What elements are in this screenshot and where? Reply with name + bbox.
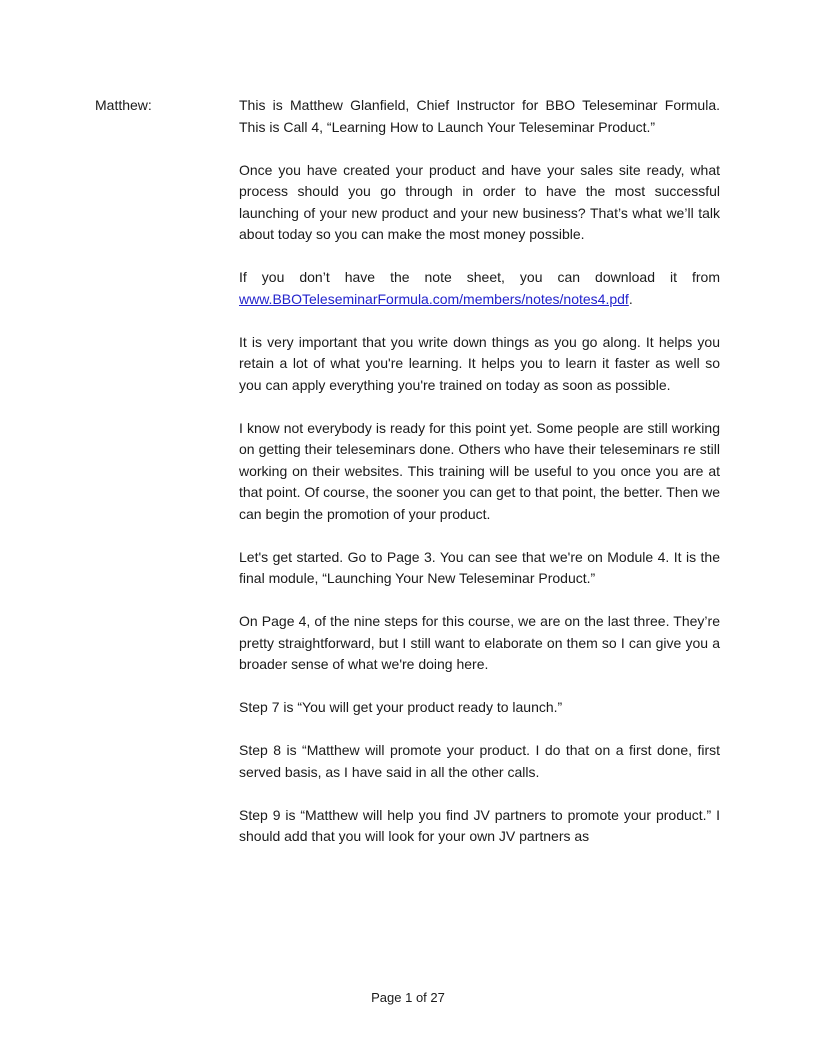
paragraph-text: Step 9 is “Matthew will help you find JV partners to promote your product.” I should add that you will look for your own JV partners as — [239, 806, 720, 844]
paragraph — [239, 611, 720, 676]
paragraph-text: Step 7 is “You will get your product ready to launch.” — [239, 699, 563, 715]
paragraph-text: . — [628, 290, 633, 307]
paragraph — [239, 267, 720, 310]
paragraph — [239, 332, 720, 397]
paragraph-text: Step 8 is “Matthew will promote your product. I do that on a first done, first served basis, as I have said in all the other calls. — [239, 742, 720, 780]
speaker-label: Matthew: — [95, 97, 152, 113]
notes-download-link[interactable]: www.BBOTeleseminarFormula.com/members/notes/notes4.pdf — [239, 290, 629, 307]
paragraph-text: This is Matthew Glanfield, Chief Instructor for BBO Teleseminar Formula. This is Call 4, “Learning How to Launch Your Teleseminar Product.” — [239, 97, 720, 135]
paragraph — [239, 418, 720, 526]
paragraph-text: It is very important that you write down things as you go along. It helps you retain a lot of what you're learning. It helps you to learn it faster as well so you can apply everything you're trained on today as soon as possible. — [239, 333, 720, 393]
paragraph — [239, 547, 720, 590]
paragraph — [239, 740, 720, 783]
paragraph-text: I know not everybody is ready for this point yet. Some people are still working on getting their teleseminars done. Others who have their teleseminars re still working on their websites. This training will be useful to you once you are at that point. Of course, the sooner you can get to that point, the better. Then we can begin the promotion of your product. — [239, 419, 720, 522]
transcript-body — [239, 95, 720, 848]
paragraph-text: Once you have created your product and have your sales site ready, what process should you go through in order to have the most successful launching of your new product and your new business? That’s what we’ll talk about today so you can make the most money possible. — [239, 161, 720, 242]
paragraph — [239, 697, 720, 719]
paragraph-text: If you don’t have the note sheet, you can download it from — [239, 269, 720, 285]
paragraph-text: On Page 4, of the nine steps for this course, we are on the last three. They’re pretty straightforward, but I still want to elaborate on them so I can give you a broader sense of what we're doing here. — [239, 613, 720, 672]
page-number: Page 1 of 27 — [371, 990, 445, 1005]
paragraph-text: Let's get started. Go to Page 3. You can see that we're on Module 4. It is the final module, “Launching Your New Teleseminar Product.” — [239, 548, 720, 586]
paragraph — [239, 160, 720, 246]
paragraph — [239, 805, 720, 848]
paragraph — [239, 95, 720, 138]
